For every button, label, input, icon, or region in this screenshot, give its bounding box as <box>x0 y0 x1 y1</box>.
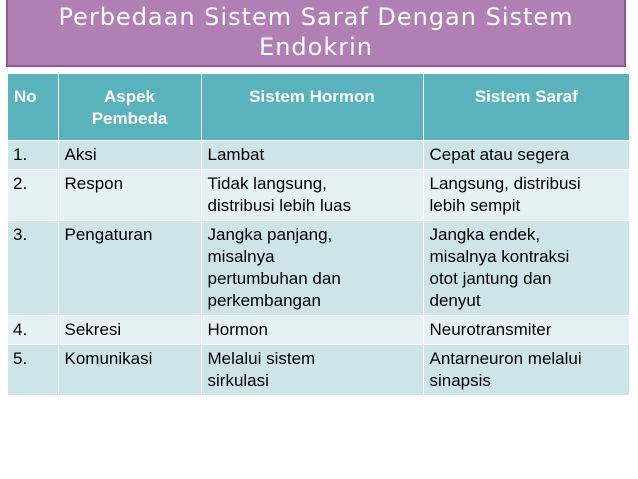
cell-hormon-line: pertumbuhan dan <box>207 268 341 288</box>
comparison-table-container <box>8 74 629 395</box>
cell-no: 4. <box>8 315 58 344</box>
cell-saraf <box>423 169 629 220</box>
cell-aspek: Sekresi <box>58 315 201 344</box>
table-header-row <box>8 74 629 140</box>
cell-saraf-line: Neurotransmiter <box>429 319 552 339</box>
cell-saraf-line: lebih sempit <box>429 195 521 215</box>
cell-aspek: Pengaturan <box>58 220 201 315</box>
cell-saraf-line: otot jantung dan <box>429 268 552 288</box>
cell-hormon <box>201 169 423 220</box>
table-row <box>8 169 629 220</box>
cell-no: 2. <box>8 169 58 220</box>
header-sistem-saraf: Sistem Saraf <box>423 74 629 140</box>
cell-hormon-line: misalnya <box>207 246 275 266</box>
cell-saraf <box>423 140 629 169</box>
cell-saraf-line: denyut <box>429 290 481 310</box>
cell-hormon-line: distribusi lebih luas <box>207 195 352 215</box>
cell-saraf <box>423 344 629 395</box>
cell-hormon-line: Jangka panjang, <box>207 224 333 244</box>
header-aspek-line-2: Pembeda <box>91 109 168 128</box>
cell-aspek: Aksi <box>58 140 201 169</box>
cell-saraf-line: Langsung, distribusi <box>429 173 581 193</box>
table-row <box>8 220 629 315</box>
cell-aspek: Komunikasi <box>58 344 201 395</box>
cell-saraf <box>423 315 629 344</box>
cell-no: 3. <box>8 220 58 315</box>
cell-aspek: Respon <box>58 169 201 220</box>
cell-hormon-line: sirkulasi <box>207 370 269 390</box>
header-aspek-line-1: Aspek <box>103 87 156 106</box>
comparison-table <box>8 74 629 395</box>
header-sistem-hormon: Sistem Hormon <box>201 74 423 140</box>
cell-saraf-line: misalnya kontraksi <box>429 246 570 266</box>
table-row <box>8 315 629 344</box>
cell-no: 1. <box>8 140 58 169</box>
cell-no: 5. <box>8 344 58 395</box>
cell-hormon <box>201 220 423 315</box>
cell-hormon-line: Hormon <box>207 319 268 339</box>
cell-hormon <box>201 315 423 344</box>
table-body <box>8 140 629 395</box>
title-banner <box>6 0 626 67</box>
cell-hormon-line: perkembangan <box>207 290 321 310</box>
table-row <box>8 140 629 169</box>
cell-saraf-line: sinapsis <box>429 370 491 390</box>
header-no: No <box>8 74 58 140</box>
page-title-line-2: Endokrin <box>259 33 373 61</box>
cell-hormon-line: Melalui sistem <box>207 348 316 368</box>
cell-saraf-line: Cepat atau segera <box>429 144 570 164</box>
cell-saraf-line: Antarneuron melalui <box>429 348 582 368</box>
cell-saraf <box>423 220 629 315</box>
cell-hormon-line: Lambat <box>207 144 265 164</box>
table-row <box>8 344 629 395</box>
cell-hormon-line: Tidak langsung, <box>207 173 327 193</box>
page-title-line-1: Perbedaan Sistem Saraf Dengan Sistem <box>58 3 574 31</box>
cell-hormon <box>201 140 423 169</box>
cell-hormon <box>201 344 423 395</box>
header-aspek-pembeda <box>58 74 201 140</box>
cell-saraf-line: Jangka endek, <box>429 224 541 244</box>
